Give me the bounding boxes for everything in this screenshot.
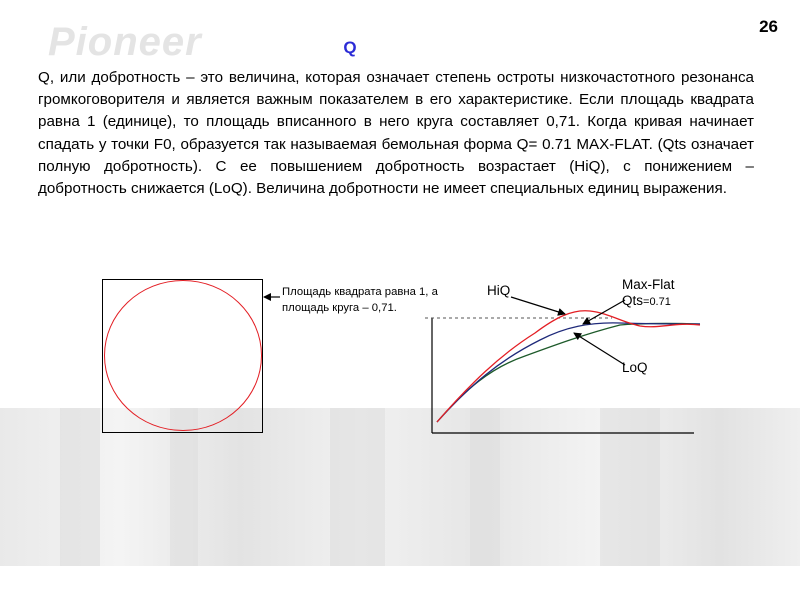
loq-arrow	[574, 333, 625, 365]
hiq-curve	[437, 311, 700, 422]
qts-label	[622, 293, 671, 308]
page-number: 26	[759, 17, 778, 36]
slide-title: Q	[343, 38, 357, 57]
maxflat-label: Max-Flat	[622, 277, 675, 292]
loq-label: LoQ	[622, 360, 648, 375]
brand-logo: Pioneer	[48, 20, 202, 64]
body-paragraph: Q, или добротность – это величина, которая означает степень остроты низкочастотного резонанса громкоговорителя и является важным показателем в его характеристике. Если площадь квадрата равна 1 (единице), то площадь вписанного в него круга составляет 0,71. Когда кривая начинает спадать у точки F0, образуется так называемая бемольная форма Q= 0.71 MAX-FLAT. (Qts означает полную добротность). С ее повышением добротность возрастает (HiQ), с понижением – добротность снижается (LoQ). Величина добротности не имеет специальных единиц выражения.	[38, 69, 754, 198]
hiq-arrow	[511, 297, 565, 314]
area-note: Площадь квадрата равна 1, а площадь круга – 0,71.	[282, 286, 438, 314]
maxflat-arrow	[583, 300, 625, 324]
qts-value: =0.71	[643, 296, 671, 308]
hiq-label: HiQ	[487, 283, 511, 298]
maxflat-curve	[437, 323, 700, 422]
loq-curve	[437, 323, 700, 422]
qts-text: Qts	[622, 293, 644, 308]
